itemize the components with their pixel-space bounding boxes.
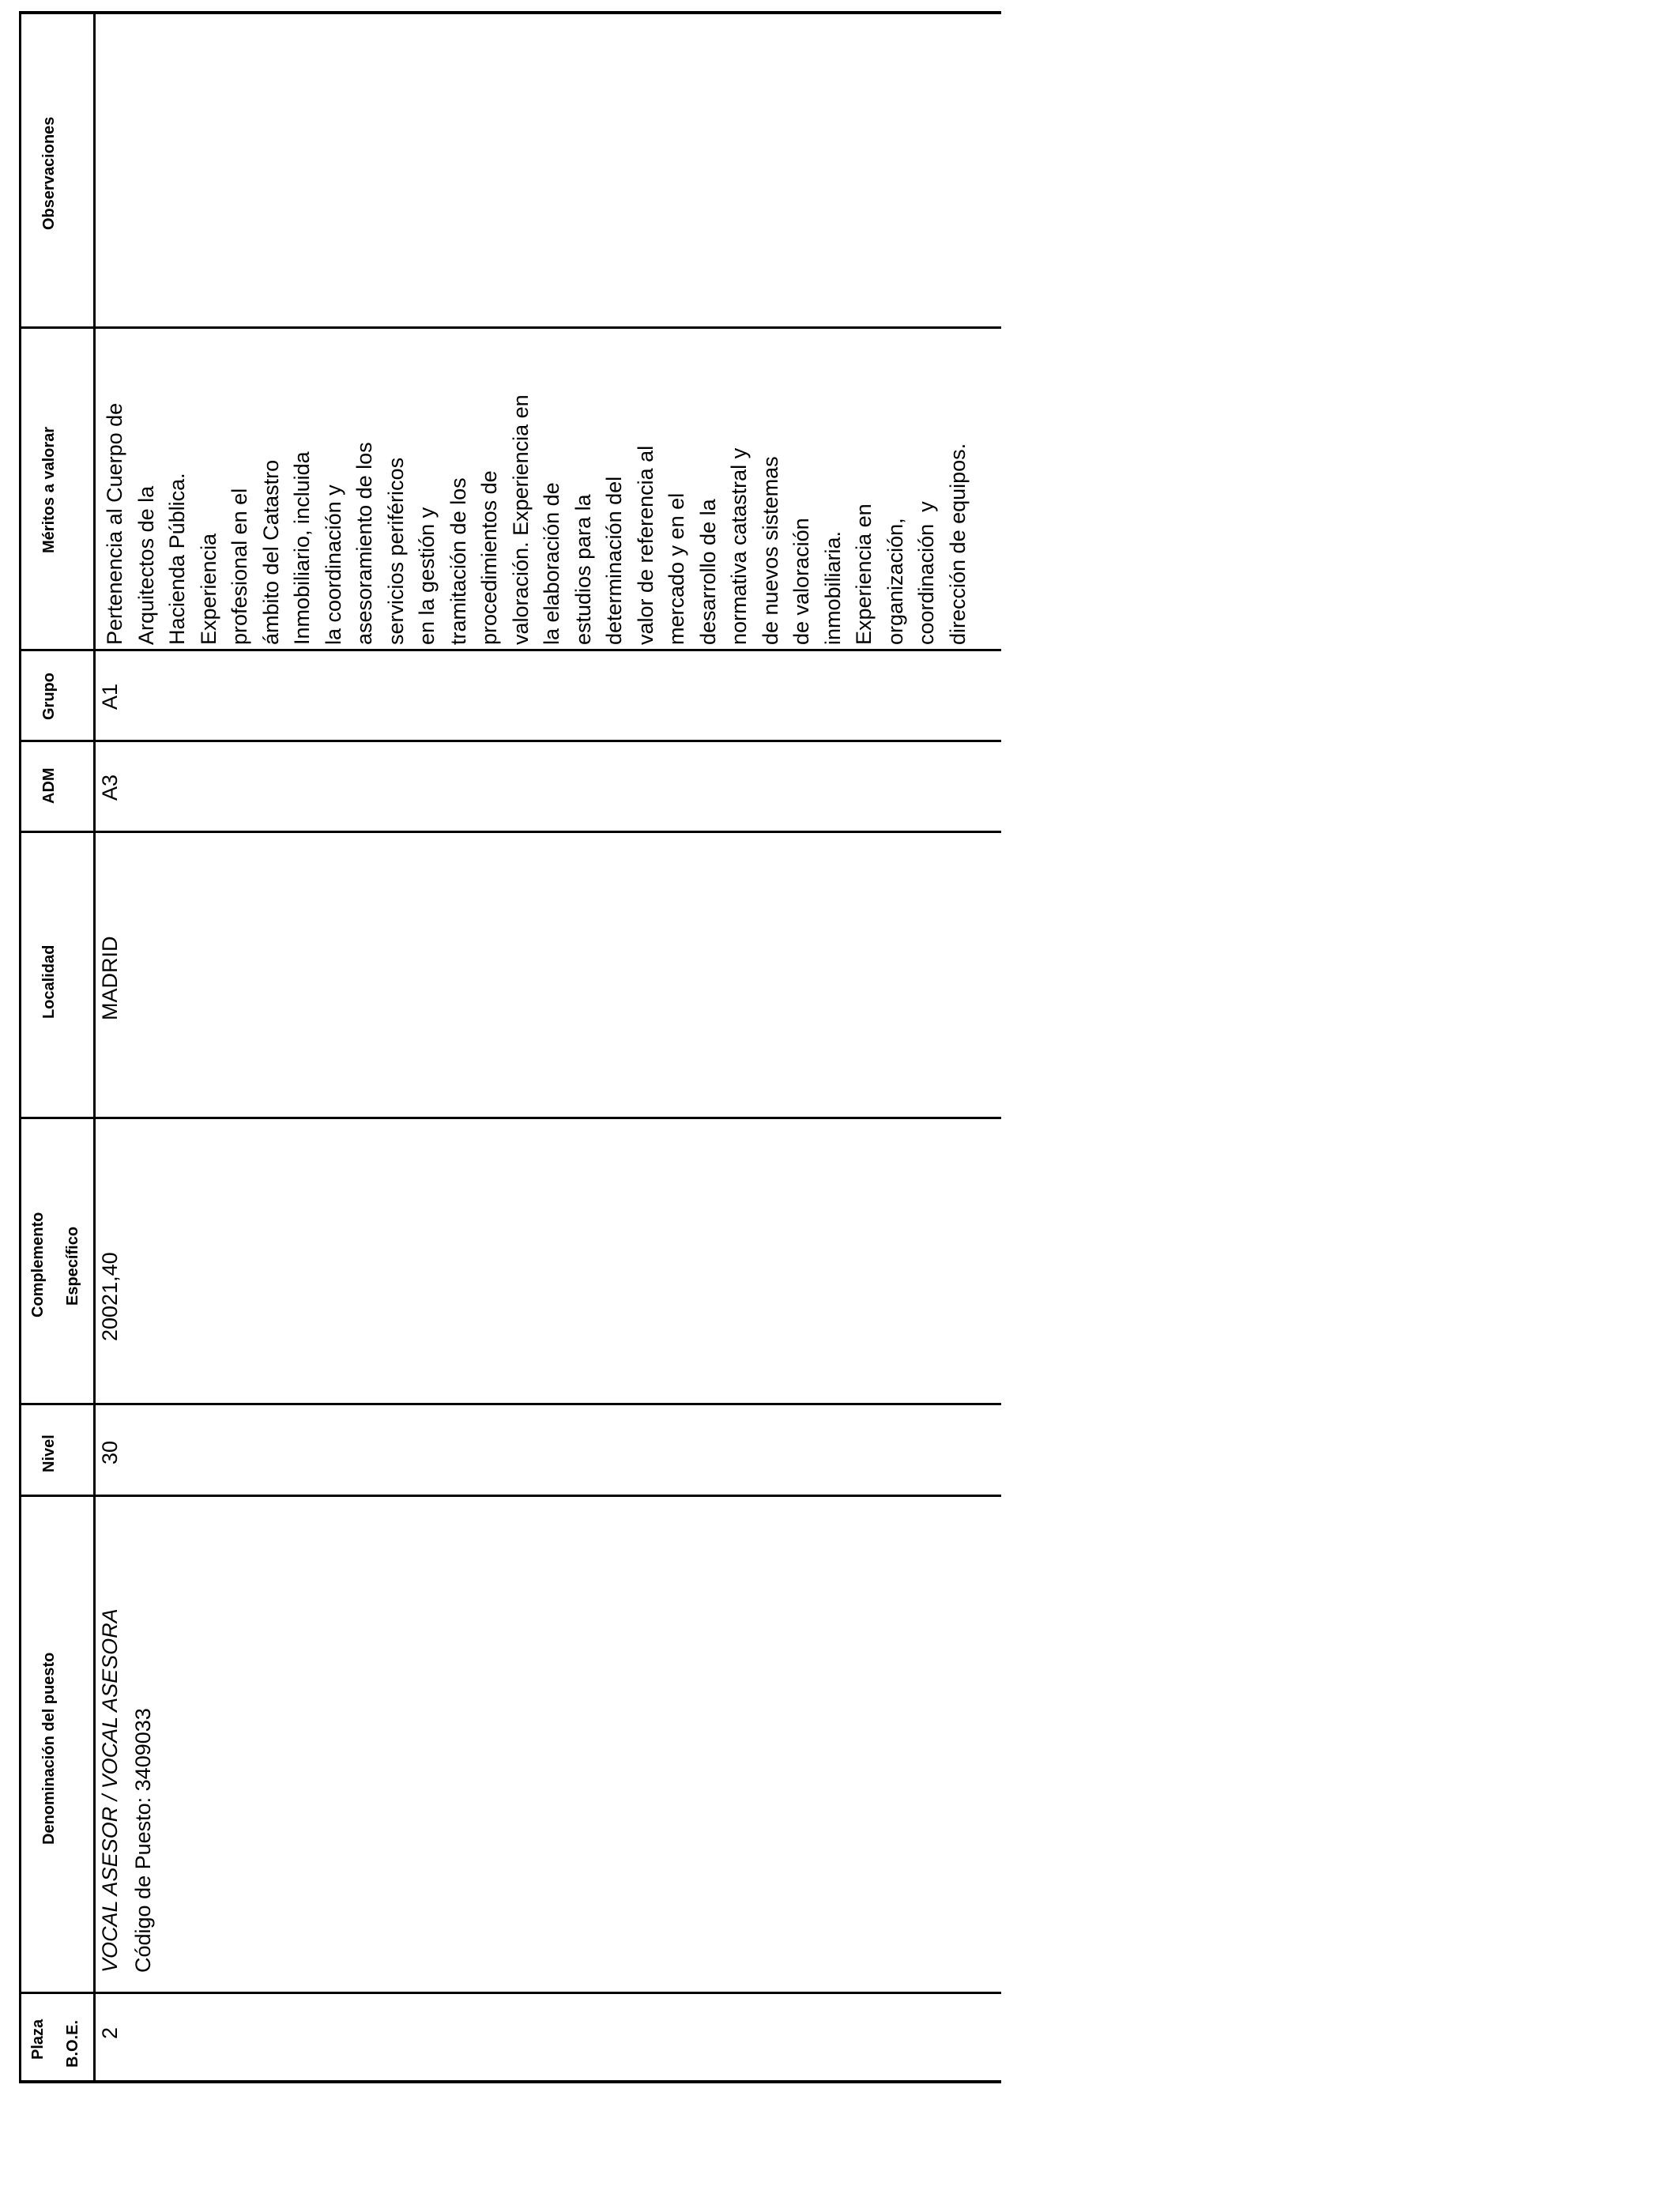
divider-adm-localidad <box>19 831 1001 833</box>
denominacion-title: VOCAL ASESOR / VOCAL ASESORA <box>98 1608 122 1973</box>
meritos-line: Hacienda Pública. <box>165 473 189 645</box>
header-adm: ADM <box>40 767 58 804</box>
meritos-line: estudios para la <box>571 494 595 645</box>
meritos-line: mercado y en el <box>665 492 688 645</box>
header-complemento-line2: Específico <box>64 1226 81 1306</box>
meritos-line: de valoración <box>789 518 813 645</box>
header-observaciones: Observaciones <box>40 116 58 230</box>
meritos-line: Arquitectos de la <box>134 485 158 645</box>
divider-denominacion-plaza <box>19 1992 1001 1994</box>
meritos-line: organización, <box>883 518 907 645</box>
divider-observaciones-meritos <box>19 326 1001 329</box>
meritos-line: servicios periféricos <box>383 457 408 645</box>
nivel-value: 30 <box>98 1440 122 1465</box>
meritos-line: la elaboración de <box>540 482 563 645</box>
header-complemento-line1: Complemento <box>29 1212 47 1318</box>
meritos-line: Experiencia en <box>852 503 876 645</box>
meritos-line: procedimientos de <box>477 470 501 645</box>
meritos-line: de nuevos sistemas <box>758 456 782 645</box>
divider-complemento-nivel <box>19 1403 1001 1405</box>
grupo-value: A1 <box>98 683 122 710</box>
meritos-text <box>100 394 974 645</box>
header-column-divider <box>93 11 96 2083</box>
complemento-value: 20021,40 <box>98 1252 122 1341</box>
header-plaza-line2: B.O.E. <box>64 2019 81 2068</box>
localidad-value: MADRID <box>98 936 122 1020</box>
divider-meritos-grupo <box>19 649 1001 651</box>
denominacion-code: Código de Puesto: 3409033 <box>131 1708 155 1973</box>
meritos-line: la coordinación y <box>321 484 345 645</box>
meritos-line: ámbito del Catastro <box>258 459 283 645</box>
meritos-line: normativa catastral y <box>727 447 751 645</box>
meritos-line: dirección de equipos. <box>945 443 970 645</box>
meritos-line: desarrollo de la <box>695 499 720 645</box>
meritos-line: valoración. Experiencia en <box>508 394 533 645</box>
header-grupo: Grupo <box>40 673 58 720</box>
meritos-line: inmobiliaria. <box>820 530 845 645</box>
meritos-line: valor de referencia al <box>633 445 657 645</box>
meritos-line: profesional en el <box>228 488 251 645</box>
divider-localidad-complemento <box>19 1117 1001 1119</box>
meritos-line: asesoramiento de los <box>352 442 376 645</box>
divider-nivel-denominacion <box>19 1495 1001 1497</box>
header-denominacion: Denominación del puesto <box>40 1652 58 1845</box>
meritos-line: Pertenencia al Cuerpo de <box>103 402 126 645</box>
header-meritos: Méritos a valorar <box>40 426 58 553</box>
header-localidad: Localidad <box>40 944 58 1019</box>
adm-value: A3 <box>98 774 122 801</box>
header-plaza-line1: Plaza <box>29 2019 47 2060</box>
meritos-line: tramitación de los <box>446 477 470 645</box>
header-nivel: Nivel <box>40 1434 58 1472</box>
meritos-line: determinación del <box>602 476 626 645</box>
plaza-value: 2 <box>98 2026 122 2039</box>
meritos-line: coordinación y <box>914 501 938 645</box>
divider-grupo-adm <box>19 740 1001 742</box>
meritos-line: Experiencia <box>196 533 220 645</box>
vacancy-table <box>19 11 1001 2083</box>
meritos-line: en la gestión y <box>415 507 439 645</box>
meritos-line: Inmobiliario, incluida <box>290 451 314 645</box>
